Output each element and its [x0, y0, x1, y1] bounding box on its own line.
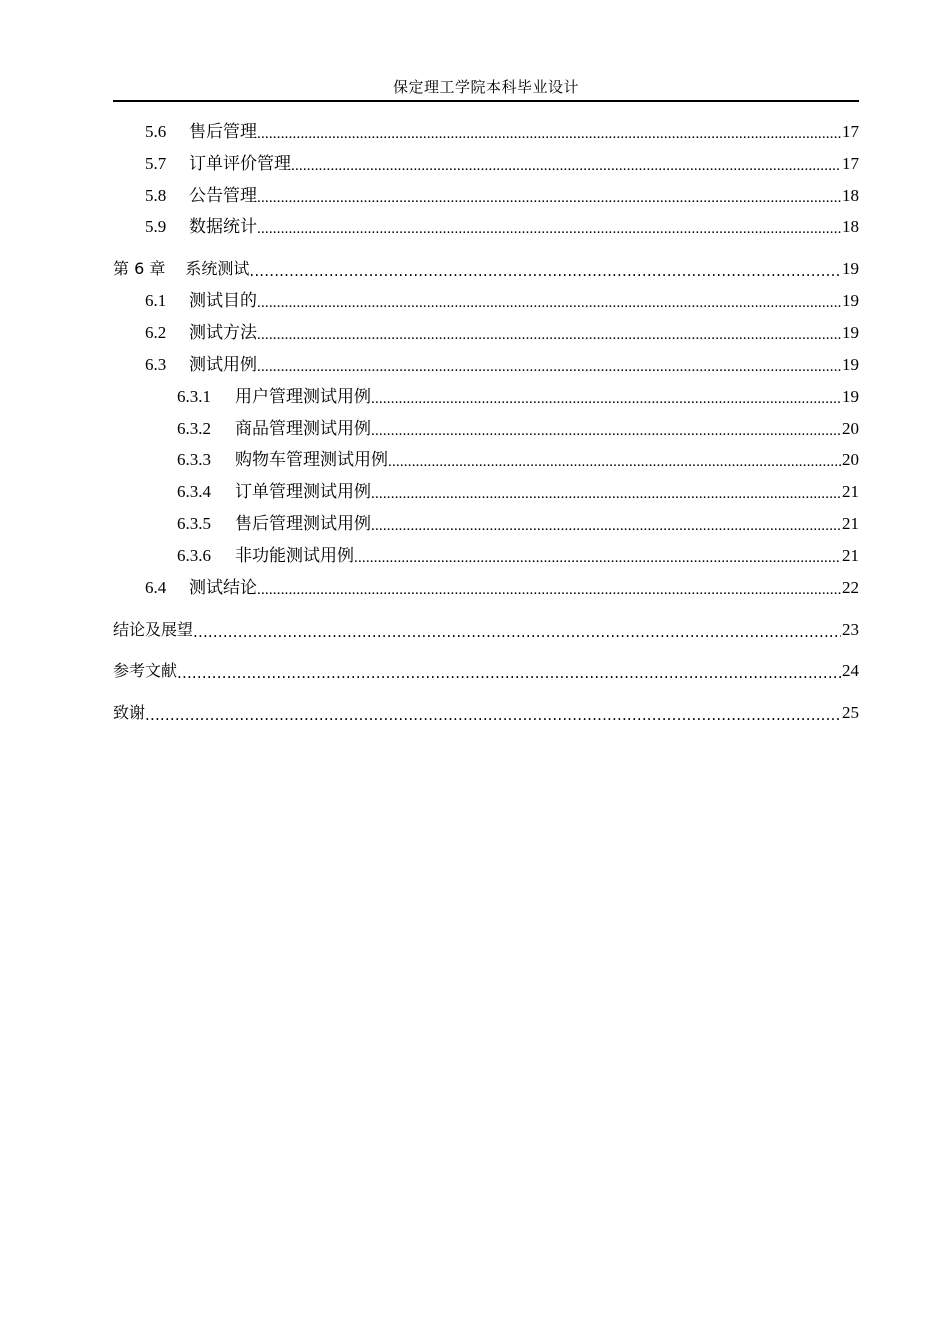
toc-entry[interactable]	[113, 257, 859, 281]
toc-entry-page-number: 18	[842, 217, 859, 236]
toc-entry[interactable]	[113, 289, 859, 313]
toc-entry-page-number: 17	[842, 154, 859, 173]
toc-dot-leader	[371, 385, 841, 409]
toc-dot-leader	[257, 215, 841, 239]
toc-entry-page-number: 19	[842, 291, 859, 310]
toc-entry-title: 公告管理	[189, 186, 257, 205]
toc-entry[interactable]	[113, 448, 859, 472]
toc-dot-leader	[371, 512, 841, 536]
toc-entry-number: 5.7	[145, 154, 167, 173]
toc-entry-title: 售后管理测试用例	[235, 514, 371, 533]
toc-entry[interactable]	[113, 417, 859, 441]
toc-entry-page-number: 19	[842, 387, 859, 406]
toc-entry[interactable]	[113, 385, 859, 409]
toc-entry-title: 系统测试	[185, 259, 250, 278]
toc-entry-title: 测试用例	[189, 355, 257, 374]
toc-entry-number: 6.3.2	[177, 419, 211, 438]
toc-entry[interactable]	[113, 184, 859, 208]
toc-entry-title: 订单评价管理	[189, 154, 291, 173]
toc-entry-number: 6.3.1	[177, 387, 211, 406]
toc-dot-leader	[257, 184, 841, 208]
toc-entry-page-number: 20	[842, 419, 859, 438]
toc-dot-leader	[257, 120, 841, 144]
toc-entry-page-number: 23	[842, 620, 859, 639]
toc-entry[interactable]	[113, 576, 859, 600]
toc-dot-leader	[291, 152, 841, 176]
toc-dot-leader	[354, 544, 841, 568]
toc-entry-page-number: 17	[842, 122, 859, 141]
toc-entry-page-number: 21	[842, 514, 859, 533]
toc-entry-page-number: 21	[842, 546, 859, 565]
toc-entry[interactable]	[113, 659, 859, 683]
toc-entry-page-number: 19	[842, 323, 859, 342]
toc-entry-number: 6.1	[145, 291, 167, 310]
toc-dot-leader	[145, 701, 841, 725]
toc-entry-page-number: 19	[842, 355, 859, 374]
page-header-title: 保定理工学院本科毕业设计	[392, 80, 579, 96]
toc-entry[interactable]	[113, 544, 859, 568]
toc-entry[interactable]	[113, 618, 859, 642]
toc-entry-title: 非功能测试用例	[235, 546, 354, 565]
toc-entry-title: 测试方法	[189, 323, 257, 342]
toc-entry-number: 6.3.6	[177, 546, 211, 565]
toc-dot-leader	[257, 321, 841, 345]
toc-entry[interactable]	[113, 353, 859, 377]
header-divider	[113, 100, 859, 102]
toc-entry-title: 订单管理测试用例	[235, 482, 371, 501]
toc-entry-number: 6.3.4	[177, 482, 211, 501]
toc-entry-title: 购物车管理测试用例	[235, 450, 388, 469]
toc-dot-leader	[388, 448, 841, 472]
toc-entry-title: 致谢	[113, 703, 146, 722]
toc-dot-leader	[257, 576, 841, 600]
toc-entry[interactable]	[113, 480, 859, 504]
toc-entry-number: 5.9	[145, 217, 167, 236]
toc-entry-number: 6.3.5	[177, 514, 211, 533]
toc-entry-number: 5.8	[145, 186, 167, 205]
toc-entry-number: 6.3.3	[177, 450, 211, 469]
toc-entry[interactable]	[113, 321, 859, 345]
toc-entry-number: 5.6	[145, 122, 167, 141]
toc-dot-leader	[249, 257, 841, 281]
toc-entry-number: 6.2	[145, 323, 167, 342]
toc-entry-title: 结论及展望	[113, 620, 194, 639]
toc-entry[interactable]	[113, 120, 859, 144]
toc-dot-leader	[177, 659, 841, 683]
toc-entry-title: 售后管理	[189, 122, 257, 141]
toc-dot-leader	[257, 353, 841, 377]
toc-entry[interactable]	[113, 152, 859, 176]
toc-entry-page-number: 25	[842, 703, 859, 722]
toc-entry-title: 商品管理测试用例	[235, 419, 371, 438]
toc-entry-title: 用户管理测试用例	[235, 387, 371, 406]
toc-entry-number: 6.3	[145, 355, 167, 374]
toc-entry-number: 6.4	[145, 578, 167, 597]
toc-entry-page-number: 24	[842, 661, 859, 680]
toc-dot-leader	[257, 289, 841, 313]
toc-entry-title: 测试目的	[189, 291, 257, 310]
toc-entry[interactable]	[113, 512, 859, 536]
toc-entry-title: 数据统计	[189, 217, 257, 236]
toc-entry-title: 参考文献	[113, 661, 178, 680]
toc-entry[interactable]	[113, 701, 859, 725]
toc-entry-page-number: 21	[842, 482, 859, 501]
toc-entry-title: 测试结论	[189, 578, 257, 597]
toc-entry-page-number: 18	[842, 186, 859, 205]
toc-entry[interactable]	[113, 215, 859, 239]
toc-entry-number: 第 6 章	[113, 259, 166, 278]
toc-dot-leader	[371, 480, 841, 504]
toc-entry-page-number: 19	[842, 259, 859, 278]
toc-dot-leader	[371, 417, 841, 441]
toc-entry-page-number: 20	[842, 450, 859, 469]
toc-dot-leader	[193, 618, 841, 642]
toc-entry-page-number: 22	[842, 578, 859, 597]
